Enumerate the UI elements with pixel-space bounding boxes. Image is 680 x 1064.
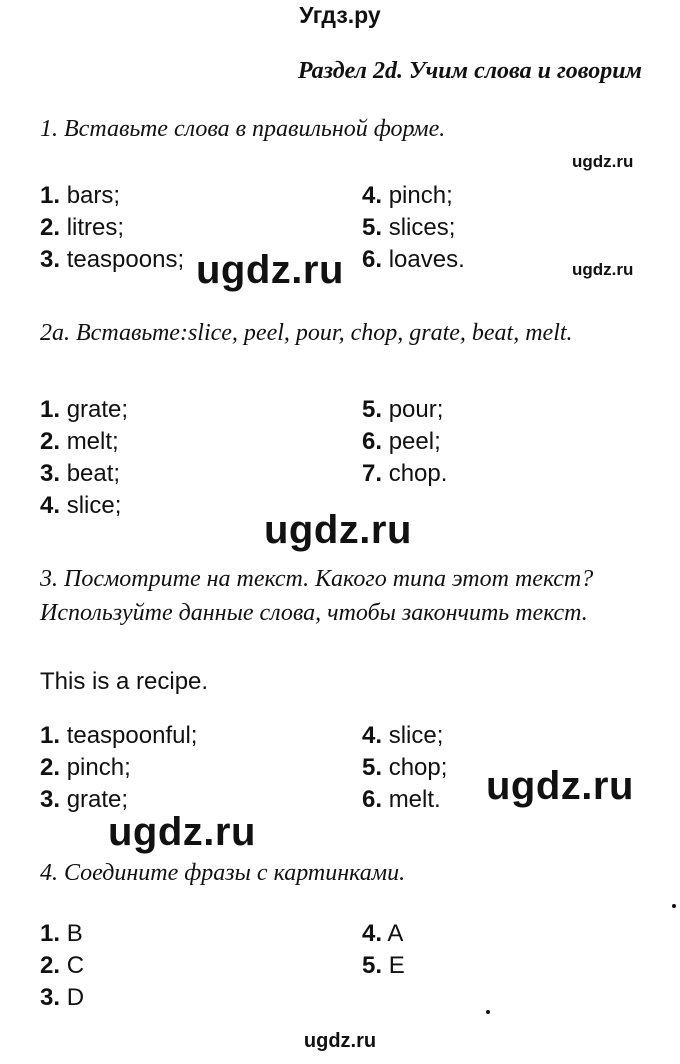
task-4-title: 4. Соедините фразы с картинками. (40, 860, 406, 886)
task-3-item: 4. slice; (362, 722, 444, 749)
task-2a-item: 4. slice; (40, 492, 122, 519)
watermark-small: ugdz.ru (572, 152, 634, 171)
watermark-small: ugdz.ru (572, 260, 634, 279)
task-1-title: 1. Вставьте слова в правильной форме. (40, 116, 446, 142)
task-4-item: 2. C (40, 952, 85, 979)
task-2a-item: 6. peel; (362, 428, 441, 455)
task-2a-item: 2. melt; (40, 428, 119, 455)
task-4-item: 4. A (362, 920, 404, 947)
site-header: Угдз.ру (299, 2, 381, 28)
task-3-title: 3. Посмотрите на текст. Какого типа этот текст? Используйте данные слова, чтобы закончить текст. (40, 566, 594, 626)
task-3-item: 5. chop; (362, 754, 448, 781)
task-3-item: 1. teaspoonful; (40, 722, 198, 749)
task-4-item: 3. D (40, 984, 85, 1011)
watermark-large: ugdz.ru (486, 764, 634, 808)
speck-mark (672, 904, 676, 908)
task-1-item: 6. loaves. (362, 246, 465, 273)
task-3-item: 6. melt. (362, 786, 441, 813)
task-1-item: 1. bars; (40, 182, 121, 209)
task-3-intro: This is a recipe. (40, 668, 209, 695)
task-1-item: 5. slices; (362, 214, 456, 241)
speck-mark (486, 1010, 490, 1014)
task-2a-item: 3. beat; (40, 460, 121, 487)
task-4-item: 1. B (40, 920, 83, 947)
task-3-item: 2. pinch; (40, 754, 131, 781)
task-3-item: 3. grate; (40, 786, 129, 813)
task-2a-item: 7. chop. (362, 460, 448, 487)
section-title: Раздел 2d. Учим слова и говорим (297, 58, 642, 84)
watermark-large: ugdz.ru (196, 248, 344, 292)
task-1-item: 4. pinch; (362, 182, 453, 209)
watermark-large: ugdz.ru (264, 508, 412, 552)
site-footer: ugdz.ru (303, 1030, 377, 1052)
task-1-item: 3. teaspoons; (40, 246, 185, 273)
task-1-item: 2. litres; (40, 214, 125, 241)
task-2a-item: 5. pour; (362, 396, 444, 423)
task-2a-title: 2a. Вставьте:slice, peel, pour, chop, grate, beat, melt. (40, 320, 573, 346)
task-4-item: 5. E (362, 952, 405, 979)
task-2a-item: 1. grate; (40, 396, 129, 423)
watermark-large: ugdz.ru (108, 810, 256, 854)
